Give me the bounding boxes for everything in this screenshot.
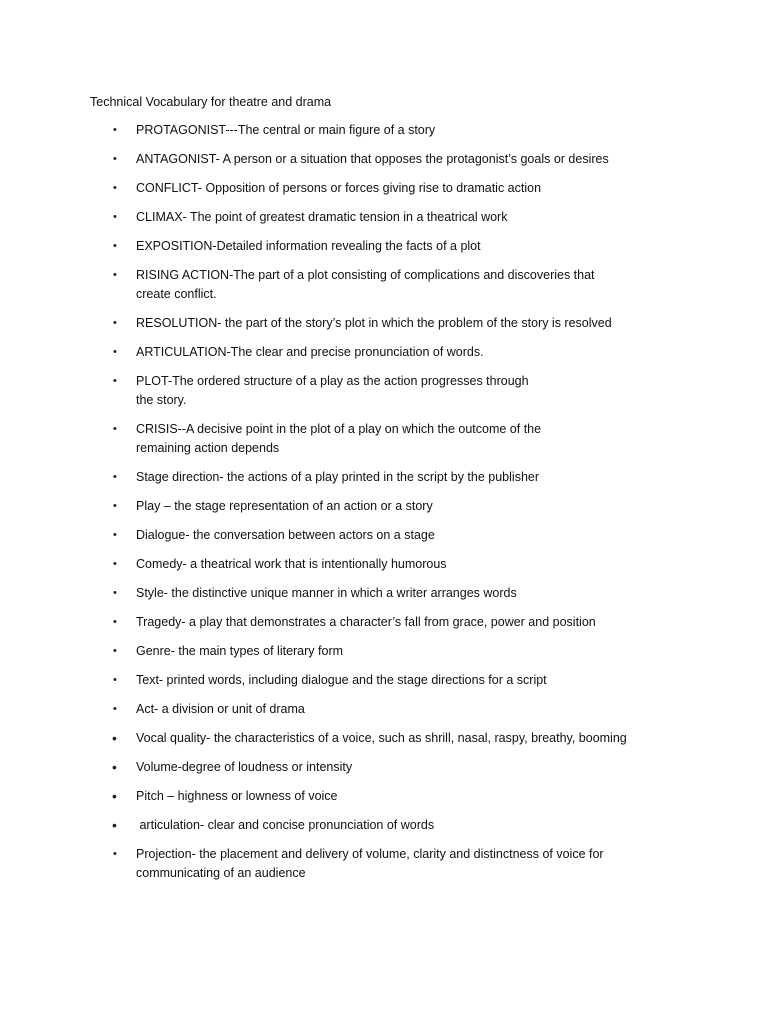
list-item: [0, 642, 616, 661]
bullet-icon: •: [113, 500, 117, 512]
list-item: [0, 208, 616, 227]
term-definition: Stage direction- the actions of a play printed in the script by the publisher: [136, 470, 540, 484]
term-definition: PROTAGONIST---The central or main figure of a story: [136, 123, 436, 137]
term-definition: Dialogue- the conversation between actors on a stage: [136, 528, 435, 542]
list-item: [0, 787, 616, 806]
bullet-icon: •: [113, 317, 117, 329]
term-definition: Act- a division or unit of drama: [136, 702, 305, 716]
bullet-icon: •: [113, 471, 117, 483]
bullet-icon: •: [112, 788, 117, 804]
bullet-icon: •: [113, 558, 117, 570]
list-item: [0, 729, 696, 748]
list-item: [0, 816, 616, 835]
bullet-icon: •: [112, 817, 117, 833]
list-item: [0, 372, 546, 410]
list-item: [0, 613, 656, 632]
bullet-icon: •: [112, 759, 117, 775]
list-item: [0, 758, 616, 777]
list-item: [0, 845, 656, 883]
term-definition: CONFLICT- Opposition of persons or forces giving rise to dramatic action: [136, 181, 542, 195]
bullet-icon: •: [113, 645, 117, 657]
bullet-icon: •: [112, 730, 117, 746]
list-item: [0, 555, 616, 574]
term-definition: Style- the distinctive unique manner in which a writer arranges words: [136, 586, 517, 600]
list-item: [0, 314, 656, 333]
list-item: [0, 526, 616, 545]
term-definition: Pitch – highness or lowness of voice: [136, 789, 338, 803]
bullet-icon: •: [113, 269, 117, 281]
bullet-icon: •: [113, 375, 117, 387]
term-definition: ANTAGONIST- A person or a situation that opposes the protagonist’s goals or desires: [136, 152, 609, 166]
bullet-icon: •: [113, 240, 117, 252]
term-definition: CLIMAX- The point of greatest dramatic tension in a theatrical work: [136, 210, 508, 224]
bullet-icon: •: [113, 703, 117, 715]
list-item: [0, 121, 616, 140]
term-definition: Comedy- a theatrical work that is intentionally humorous: [136, 557, 447, 571]
bullet-icon: •: [113, 124, 117, 136]
list-item: [0, 237, 616, 256]
list-item: [0, 343, 616, 362]
list-item: [0, 150, 616, 169]
list-item: [0, 671, 656, 690]
bullet-icon: •: [113, 848, 117, 860]
list-item: [0, 468, 656, 487]
list-item: [0, 179, 616, 198]
bullet-icon: •: [113, 153, 117, 165]
term-definition: Text- printed words, including dialogue and the stage directions for a script: [136, 673, 547, 687]
term-definition: RESOLUTION- the part of the story’s plot in which the problem of the story is resolved: [136, 316, 612, 330]
list-item: [0, 584, 656, 603]
term-definition: Tragedy- a play that demonstrates a character’s fall from grace, power and position: [136, 615, 596, 629]
list-item: [0, 700, 616, 719]
vocabulary-list: [0, 121, 768, 893]
term-definition: Genre- the main types of literary form: [136, 644, 344, 658]
term-definition: RISING ACTION-The part of a plot consisting of complications and discoveries that create conflict.: [136, 268, 595, 301]
list-item: [0, 497, 616, 516]
bullet-icon: •: [113, 674, 117, 686]
bullet-icon: •: [113, 423, 117, 435]
term-definition: articulation- clear and concise pronunciation of words: [136, 818, 435, 832]
bullet-icon: •: [113, 182, 117, 194]
term-definition: EXPOSITION-Detailed information revealing the facts of a plot: [136, 239, 481, 253]
term-definition: Projection- the placement and delivery of volume, clarity and distinctness of voice for communicating of an audience: [136, 847, 604, 880]
term-definition: CRISIS--A decisive point in the plot of a play on which the outcome of the remaining action depends: [136, 422, 542, 455]
term-definition: Volume-degree of loudness or intensity: [136, 760, 353, 774]
term-definition: Play – the stage representation of an action or a story: [136, 499, 433, 513]
bullet-icon: •: [113, 346, 117, 358]
list-item: [0, 266, 616, 304]
document-title: Technical Vocabulary for theatre and drama: [90, 95, 332, 109]
term-definition: PLOT-The ordered structure of a play as the action progresses through the story.: [136, 374, 529, 407]
bullet-icon: •: [113, 211, 117, 223]
bullet-icon: •: [113, 616, 117, 628]
list-item: [0, 420, 566, 458]
term-definition: ARTICULATION-The clear and precise pronunciation of words.: [136, 345, 484, 359]
bullet-icon: •: [113, 587, 117, 599]
term-definition: Vocal quality- the characteristics of a voice, such as shrill, nasal, raspy, breathy, booming: [136, 731, 627, 745]
bullet-icon: •: [113, 529, 117, 541]
